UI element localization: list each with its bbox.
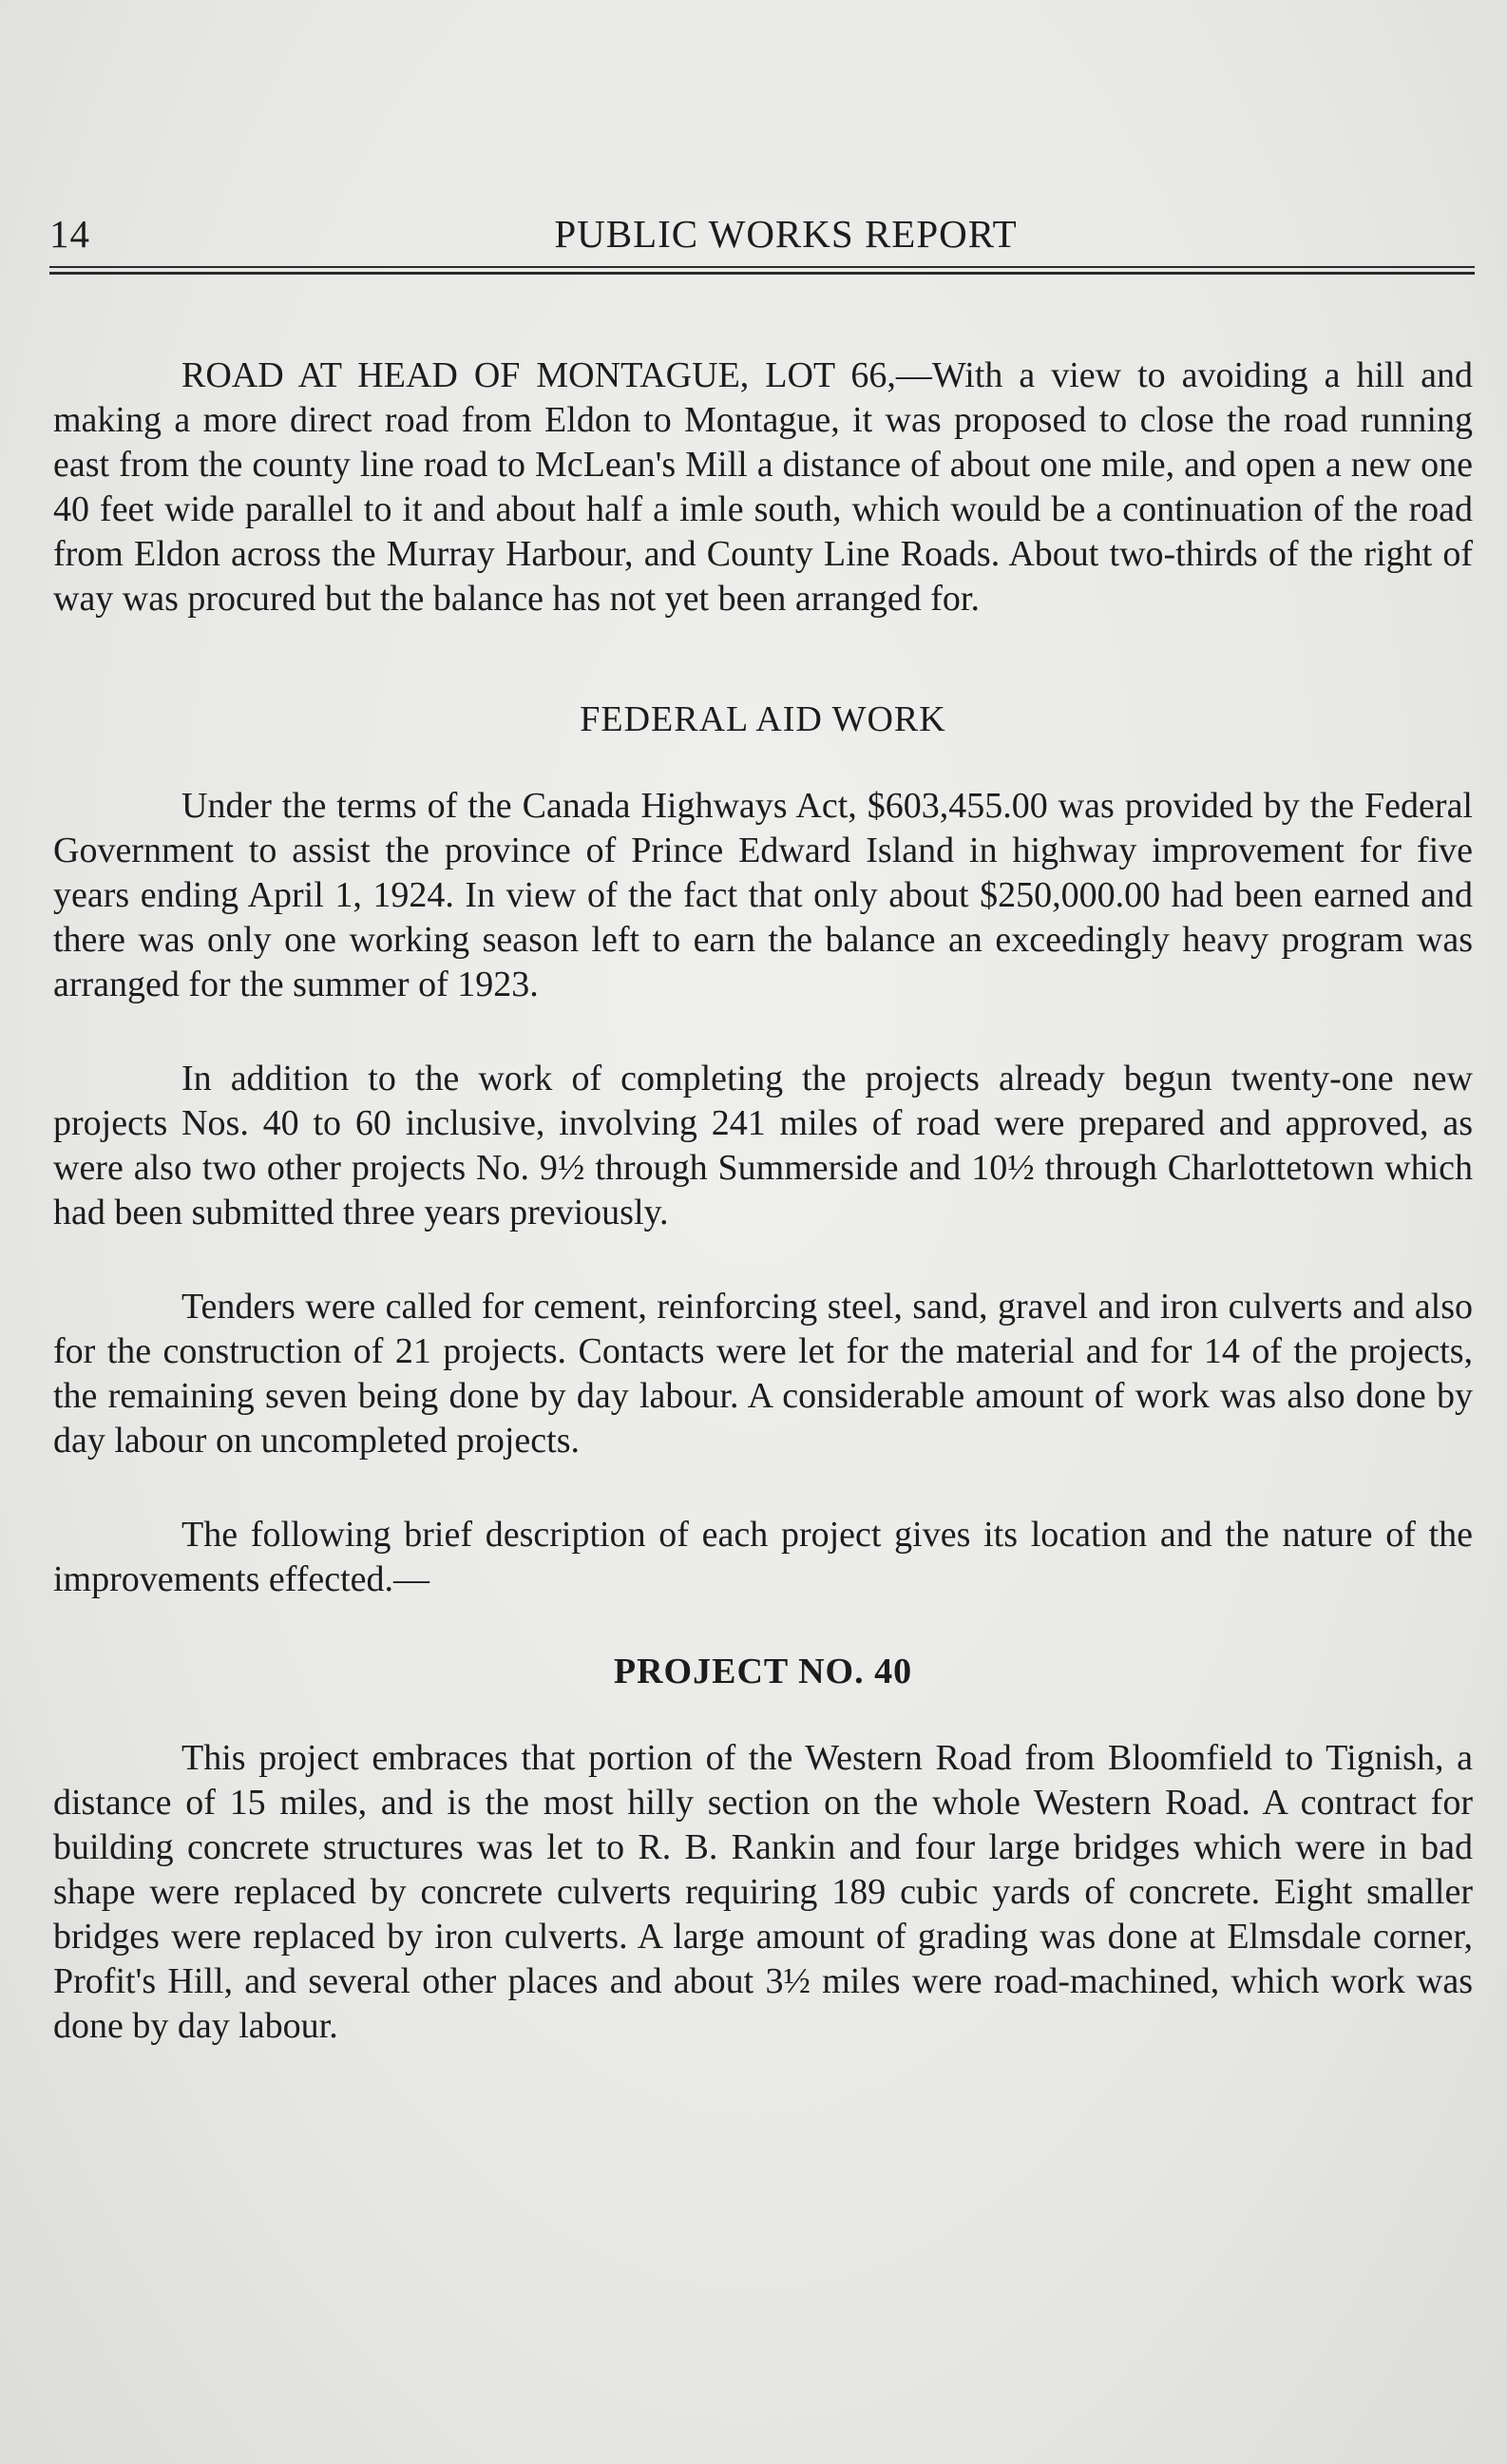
federal-paragraph-2: In addition to the work of completing the projects already begun twenty-one new projects Nos. 40 to 60 inclusive, involving 241 miles of road were prepared and approved, as were also two other projects No. 9½ through Summerside and 10½ through Charlottetown which had been submitted three years previously. <box>53 1059 1473 1232</box>
project-40-paragraph: This project embraces that portion of the Western Road from Bloomfield to Tignish, a distance of 15 miles, and is the most hilly section on the whole Western Road. A contract for building concrete structures was let to R. B. Rankin and four large bridges which were in bad shape were replaced by concrete culverts requiring 189 cubic yards of concrete. Eight smaller bridges were replaced by iron culverts. A large amount of grading was done at Elmsdale corner, Profit's Hill, and several other places and about 3½ miles were road-machined, which work was done by day labour. <box>53 1738 1473 2046</box>
page-body <box>53 353 1473 2049</box>
running-title: PUBLIC WORKS REPORT <box>554 212 1018 256</box>
page-number: 14 <box>49 212 90 256</box>
header-rule-thick <box>49 272 1475 275</box>
federal-aid-heading: FEDERAL AID WORK <box>580 699 946 739</box>
federal-paragraph-4: The following brief description of each project gives its location and the nature of the improvements effected.— <box>53 1515 1473 1599</box>
project-40-heading: PROJECT NO. 40 <box>613 1652 913 1691</box>
header-rule-thin <box>49 266 1475 268</box>
montague-paragraph: ROAD AT HEAD OF MONTAGUE, LOT 66,—With a view to avoiding a hill and making a more direct road from Eldon to Montague, it was proposed to close the road running east from the county line road to McLean's Mill a distance of about one mile, and open a new one 40 feet wide parallel to it and about half a imle south, which would be a continuation of the road from Eldon across the Murray Harbour, and County Line Roads. About two-thirds of the right of way was procured but the balance has not yet been arranged for. <box>53 355 1473 619</box>
federal-paragraph-3: Tenders were called for cement, reinforcing steel, sand, gravel and iron culverts and also for the construction of 21 projects. Contacts were let for the material and for 14 of the projects, the remaining seven being done by day labour. A considerable amount of work was also done by day labour on uncompleted projects. <box>53 1287 1473 1461</box>
page-header <box>49 211 1475 268</box>
federal-paragraph-1: Under the terms of the Canada Highways Act, $603,455.00 was provided by the Federal Government to assist the province of Prince Edward Island in highway improvement for five years ending April 1, 1924. In view of the fact that only about $250,000.00 had been earned and there was only one working season left to earn the balance an exceedingly heavy program was arranged for the summer of 1923. <box>53 786 1473 1004</box>
